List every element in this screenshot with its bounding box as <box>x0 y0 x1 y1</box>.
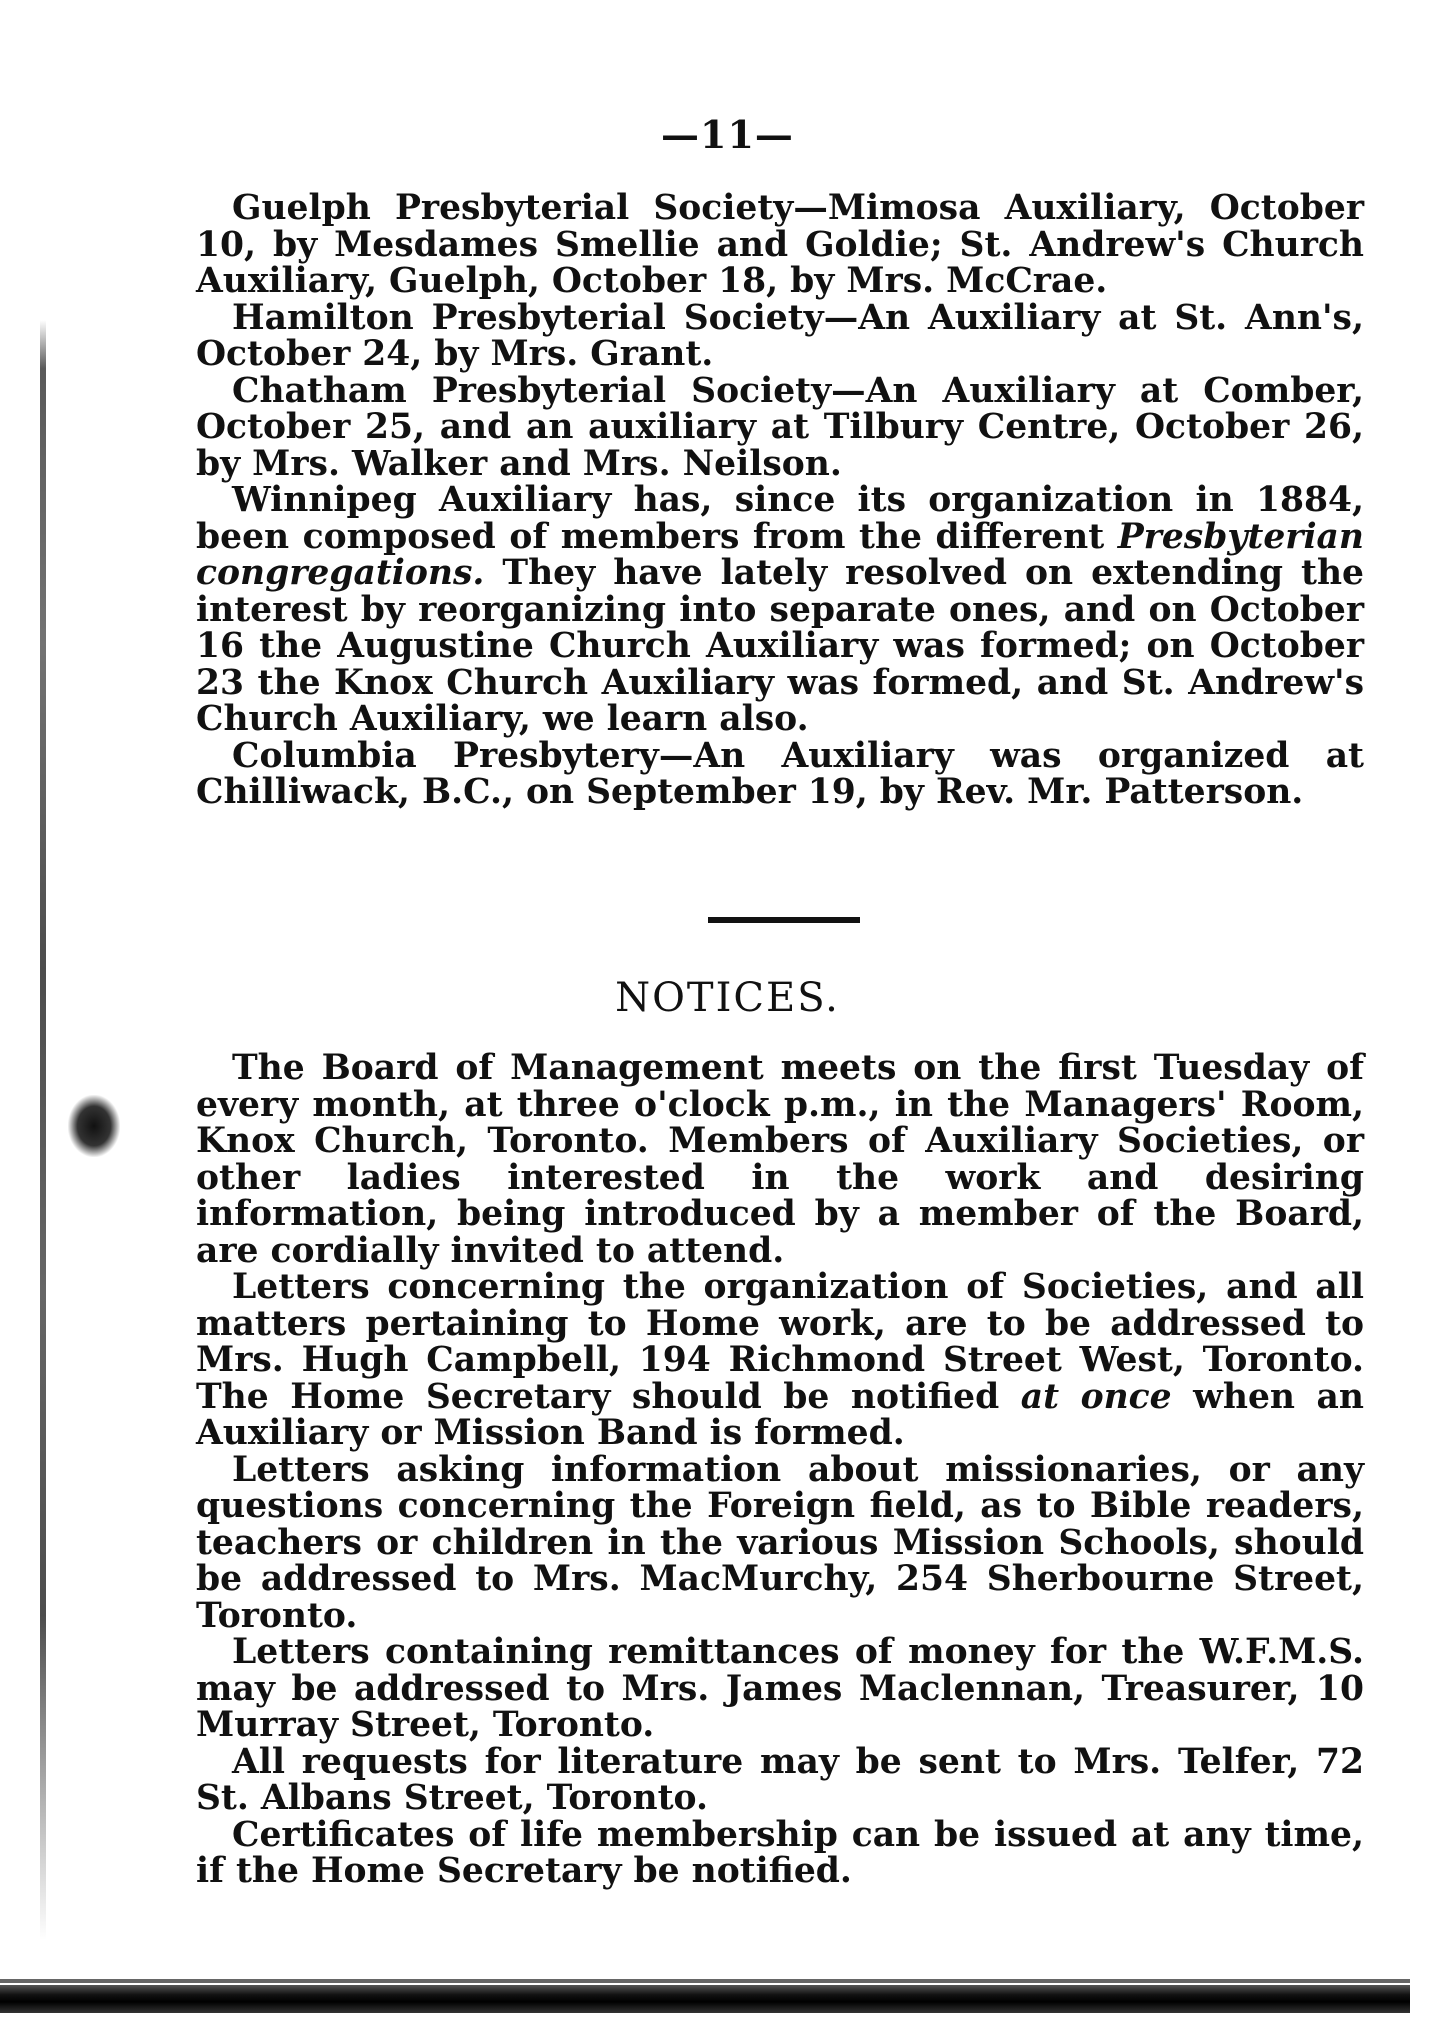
section-divider-rule <box>708 917 860 923</box>
notice-text: The Board of Management meets on the first Tuesday of every month, at three o'clock p.m., in the Managers' Room, Knox Church, Toronto. Members of Auxiliary Societies, or other ladies interested in the work and desiring information, being introduced by a member of the Board, are cordially invited to attend. <box>196 1048 1364 1271</box>
paragraph-chatham <box>196 370 1364 484</box>
paragraph-text: They have lately resolved on extending the interest by reorganizing into separate ones, and on October 16 the Augustine Church Auxiliary was formed; on October 23 the Knox Church Auxiliary was formed, and St. Andrew's Church Auxiliary, we learn also. <box>196 553 1364 739</box>
notice-italic-text: at once <box>1020 1376 1172 1417</box>
page-number: —11— <box>661 112 794 157</box>
paragraph-text: Winnipeg Auxiliary has, since its organization in 1884, been composed of members from the different <box>196 480 1364 557</box>
notice-remittances <box>196 1634 1364 1744</box>
notices-section <box>196 1050 1364 1890</box>
paragraph-winnipeg <box>196 482 1364 738</box>
notice-home-work-letters <box>196 1269 1364 1452</box>
notice-text: Letters asking information about missionaries, or any questions concerning the Foreign field, as to Bible readers, teachers or children in the various Mission Schools, should be addressed to Mrs. MacMurchy, 254 Sherbourne Street, Toronto. <box>196 1449 1364 1636</box>
top-section <box>196 190 1364 811</box>
scan-bottom-edge-thin <box>0 1979 1410 1983</box>
notice-text: Letters containing remittances of money for the W.F.M.S. may be addressed to Mrs. James Maclennan, Treasurer, 10 Murray Street, Toronto. <box>196 1632 1364 1745</box>
notices-heading: NOTICES. <box>615 975 840 1021</box>
paragraph-italic-text: Presbyterian congregations. <box>196 516 1364 593</box>
paragraph-columbia <box>196 735 1364 812</box>
scan-bottom-edge <box>0 1985 1410 2013</box>
paragraph-text: Chatham Presbyterial Society—An Auxiliary at Comber, October 25, and an auxiliary at Tilbury Centre, October 26, by Mrs. Walker and Mrs. Neilson. <box>196 370 1364 484</box>
notice-certificates <box>196 1814 1364 1891</box>
notice-text: when an Auxiliary or Mission Band is formed. <box>196 1376 1364 1453</box>
paragraph-guelph <box>196 190 1364 300</box>
ink-blot <box>68 1095 120 1157</box>
notice-text: Certificates of life membership can be issued at any time, if the Home Secretary be notified. <box>196 1814 1364 1891</box>
paragraph-text: Columbia Presbytery—An Auxiliary was organized at Chilliwack, B.C., on September 19, by Rev. Mr. Patterson. <box>196 735 1364 812</box>
notice-foreign-field-letters <box>196 1449 1364 1636</box>
paragraph-text: Guelph Presbyterial Society—Mimosa Auxiliary, October 10, by Mesdames Smellie and Goldie; St. Andrew's Church Auxiliary, Guelph, October 18, by Mrs. McCrae. <box>196 188 1364 301</box>
notice-board-meetings <box>196 1050 1364 1269</box>
notice-text: Letters concerning the organization of Societies, and all matters pertaining to Home work, are to be addressed to Mrs. Hugh Campbell, 194 Richmond Street West, Toronto. The Home Secretary should be notified <box>196 1267 1364 1417</box>
notice-literature-requests <box>196 1741 1364 1818</box>
paragraph-text: Hamilton Presbyterial Society—An Auxiliary at St. Ann's, October 24, by Mrs. Grant. <box>196 297 1364 374</box>
scan-margin-edge <box>40 320 46 1940</box>
paragraph-hamilton <box>196 297 1364 374</box>
notice-text: All requests for literature may be sent to Mrs. Telfer, 72 St. Albans Street, Toronto. <box>196 1741 1364 1818</box>
